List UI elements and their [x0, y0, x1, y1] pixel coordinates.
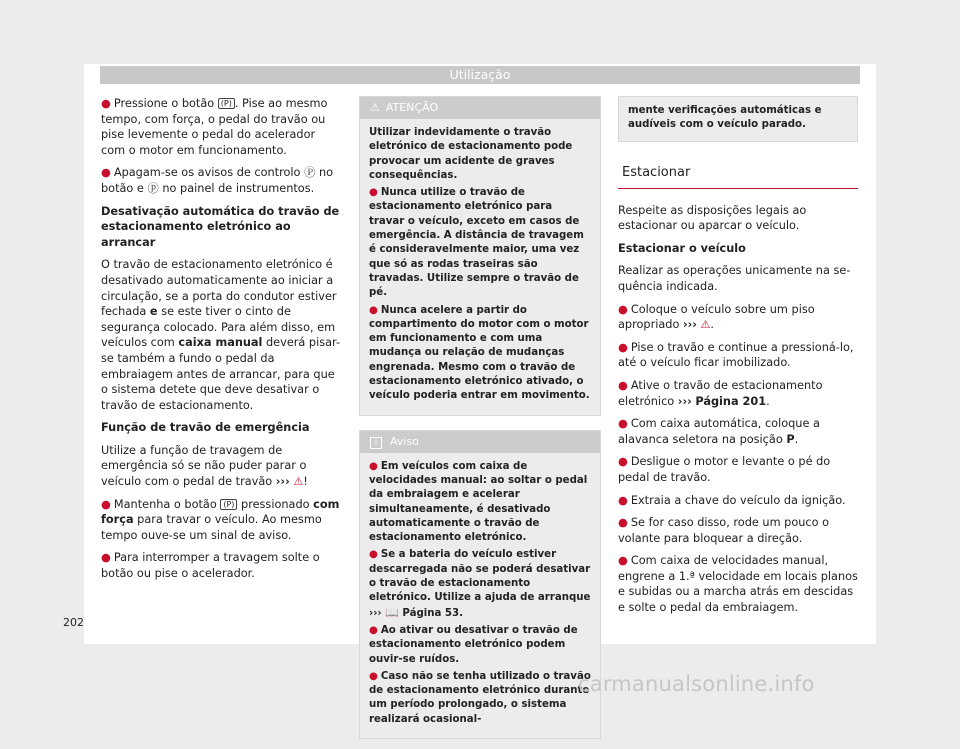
reference-arrows: ›››	[275, 475, 290, 489]
parking-brake-warning-icon: Ⓟ	[304, 166, 316, 180]
bullet-icon: ●	[369, 624, 378, 636]
bullet-icon: ●	[618, 378, 628, 392]
reference-arrows: ›››	[682, 318, 697, 332]
page-reference-link[interactable]: Página 201	[695, 394, 767, 408]
subheading: Estacionar o veículo	[618, 241, 746, 255]
notice-box-continued: mente verificações automáticas e audíveis com o veículo parado.	[618, 96, 858, 142]
bullet-icon: ●	[618, 302, 628, 316]
paragraph: Utilize a função de travagem de emergência só se não puder parar o veículo com o pedal de travão ››› ⚠!	[101, 443, 308, 489]
subheading: Desativação automática do travão de estacionamento eletrónico ao arrancar	[101, 204, 340, 249]
bullet-icon: ●	[618, 554, 628, 568]
parking-brake-button-icon: (P)	[218, 98, 235, 109]
bullet-icon: ●	[618, 493, 628, 507]
brake-warning-icon: ⓟ	[147, 181, 159, 195]
info-icon: i	[370, 437, 382, 449]
step: ● Com caixa de velocidades manual, engrene a 1.ª velocidade em locais planos e subidas ou a marcha atrás em descidas e solte o pedal da embraiagem.	[618, 554, 858, 615]
warning-triangle-icon: ⚠	[700, 318, 711, 332]
parking-brake-button-icon: (P)	[220, 499, 237, 510]
paragraph: ● Mantenha o botão (P) pressionado com força para travar o veículo. Ao mesmo tempo ouve-se um sinal de aviso.	[101, 497, 340, 542]
column-left	[101, 96, 341, 589]
bullet-icon: ●	[369, 460, 378, 472]
warning-box	[359, 96, 601, 416]
warning-triangle-icon: ⚠	[293, 475, 304, 489]
bullet-icon: ●	[369, 670, 378, 682]
warning-box-header: ⚠ ATENÇÃO	[360, 97, 600, 119]
paragraph: Respeite as disposições legais ao estacionar ou aparcar o veículo.	[618, 203, 807, 233]
warning-box-body: Utilizar indevidamente o travão eletrónico de estacionamento pode provocar um acidente de graves consequências. ● Nunca utilize o travão de estacionamento eletrónico para travar o veículo, exceto em casos de emergência. A distância de travagem é consideravelmente maior, uma vez que só as rodas traseiras são travadas. Utilize sempre o travão de pé. ● Nunca acelere a partir do compartimento do motor com o motor em funcionamento e com uma mudança ou relação de mudanças engrenada. Mesmo com o travão de estacionamento eletrónico ativado, o veículo poderia entrar em movimento.	[360, 119, 600, 415]
warning-triangle-icon: ⚠	[370, 101, 380, 114]
step: ● Desligue o motor e levante o pé do pedal de travão.	[618, 455, 831, 484]
paragraph: ● Para interromper a travagem solte o botão ou pise o acelerador.	[101, 551, 320, 581]
paragraph: ● Pressione o botão (P) . Pise ao mesmo tempo, com força, o pedal do travão ou pise levemente o pedal do acelerador com o motor em funcionamento.	[101, 97, 328, 157]
paragraph: Realizar as operações unicamente na sequência indicada.	[618, 264, 851, 293]
page-header: Utilização	[100, 66, 860, 84]
page-reference-link[interactable]: Página 53	[402, 607, 460, 619]
bullet-icon: ●	[618, 417, 628, 431]
page-number: 202	[63, 616, 84, 629]
paragraph: ● Apagam-se os avisos de controlo Ⓟ no botão e ⓟ no painel de instrumentos.	[101, 166, 334, 195]
column-right	[618, 96, 858, 623]
paragraph: O travão de estacionamento eletrónico é desativado automaticamente ao iniciar a circulação, se a porta do condutor estiver fechada e se este tiver o cinto de segurança colocado. Para além disso, em veículos com caixa manual deverá pisar-se também a fundo o pedal da embraiagem antes de arrancar, para que o sistema detete que deve desativar o travão de estacionamento.	[101, 258, 341, 412]
step: ● Com caixa automática, coloque a alavanca seletora na posição P.	[618, 417, 820, 446]
bullet-icon: ●	[101, 166, 111, 180]
reference-arrows: ›››	[677, 394, 692, 408]
bullet-icon: ●	[101, 97, 111, 110]
step: ● Ative o travão de estacionamento eletrónico ››› Página 201.	[618, 378, 823, 408]
step: ● Se for caso disso, rode um pouco o volante para bloquear a direção.	[618, 516, 830, 545]
bullet-icon: ●	[369, 549, 378, 561]
bullet-icon: ●	[369, 304, 378, 316]
watermark: carmanualsonline.info	[578, 672, 815, 696]
bullet-icon: ●	[618, 516, 628, 530]
reference-arrows: ›››	[369, 607, 382, 619]
bullet-icon: ●	[618, 455, 628, 469]
column-middle	[359, 96, 601, 749]
subheading: Função de travão de emergência	[101, 421, 310, 435]
step: ● Extraia a chave do veículo da ignição.	[618, 493, 846, 507]
notice-box	[359, 430, 601, 739]
book-reference-icon: 📖	[385, 605, 399, 619]
step: ● Pise o travão e continue a pressioná-lo, até o veículo ficar imobilizado.	[618, 340, 854, 370]
bullet-icon: ●	[101, 551, 111, 565]
step: ● Coloque o veículo sobre um piso apropriado ››› ⚠.	[618, 302, 815, 332]
bullet-icon: ●	[618, 340, 628, 354]
notice-box-body: ● Em veículos com caixa de velocidades manual: ao soltar o pedal da embraiagem e acelerar simultaneamente, é desativado automaticamente o travão de estacionamento eletrónico. ● Se a bateria do veículo estiver descarregada não se poderá desativar o travão de estacionamento eletrónico. Utilize a ajuda de arranque ››› 📖 Página 53. ● Ao ativar ou desativar o travão de estacionamento eletrónico podem ouvir-se ruídos. ● Caso não se tenha utilizado o travão de estacionamento eletrónico durante um período prolongado, o sistema realizará ocasional-	[360, 453, 600, 738]
bullet-icon: ●	[369, 187, 378, 199]
bullet-icon: ●	[101, 497, 111, 511]
section-title: Estacionar	[618, 164, 858, 189]
notice-box-header: i Aviso	[360, 431, 600, 453]
